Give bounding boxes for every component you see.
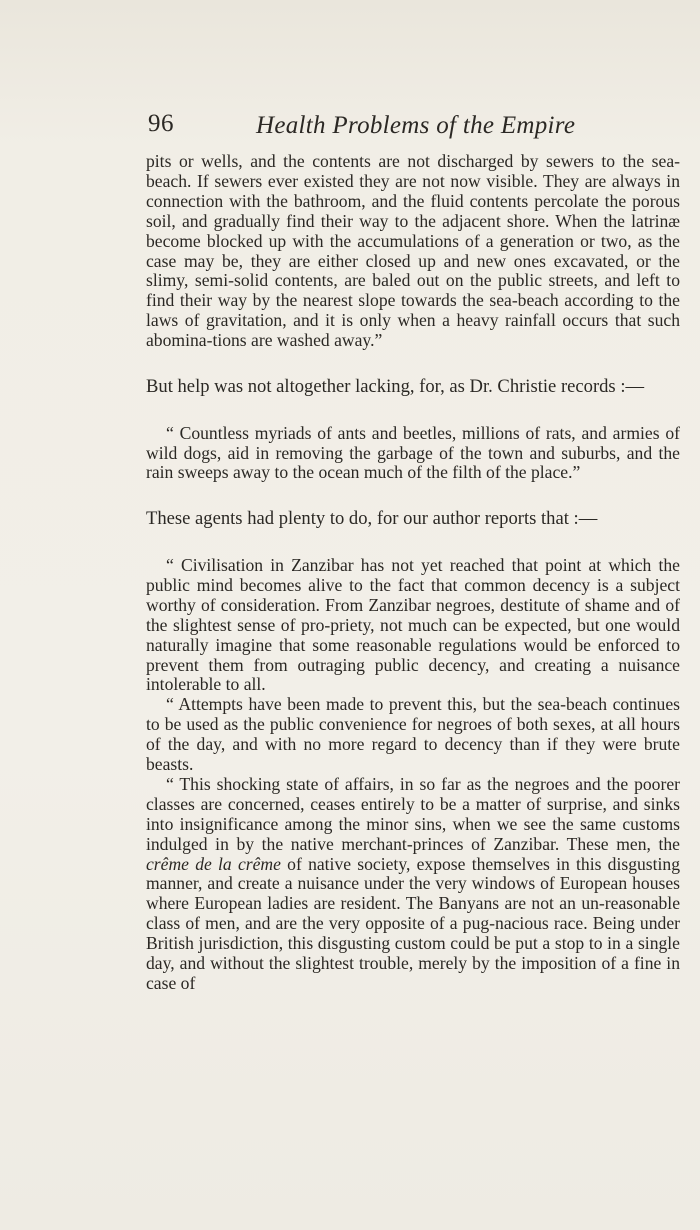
paragraph-quote: “ Attempts have been made to prevent this, but the sea-beach continues to be used as the public convenience for negroes of both sexes, at all hours of the day, and with no more regard to decency than if they were brute beasts. bbox=[146, 694, 680, 775]
paragraph-quote bbox=[146, 775, 680, 994]
paragraph-narrative: These agents had plenty to do, for our author reports that :— bbox=[146, 508, 598, 530]
paragraph-quote: “ Countless myriads of ants and beetles, millions of rats, and armies of wild dogs, aid in removing the garbage of the town and suburbs, and the rain sweeps away to the ocean much of the filth of the place.” bbox=[146, 422, 680, 483]
paragraph-narrative: But help was not altogether lacking, for, as Dr. Christie records :— bbox=[146, 376, 645, 398]
body-text bbox=[146, 152, 680, 994]
paragraph-gap bbox=[146, 483, 680, 509]
paragraph-gap bbox=[146, 351, 680, 377]
paragraph-gap bbox=[146, 530, 680, 556]
italic-phrase: crême de la crême bbox=[146, 853, 281, 874]
page-header bbox=[148, 108, 588, 148]
paragraph-gap bbox=[146, 398, 680, 424]
quote-text: of native society, expose themselves in this disgusting manner, and create a nuisance under the very windows of European houses where European ladies are resident. The Banyans are not an un-reasonable class of men, and are the very opposite of a pug-nacious race. Being under British jurisdiction, this disgusting custom could be put a stop to in a single day, and without the slightest trouble, merely by the imposition of a fine in case of bbox=[146, 853, 680, 993]
paragraph-quote: “ Civilisation in Zanzibar has not yet reached that point at which the public mind becomes alive to the fact that common decency is a subject worthy of consideration. From Zanzibar negroes, destitute of shame and of the slightest sense of pro-priety, not much can be expected, but one would naturally imagine that some reasonable regulations would be enforced to prevent them from outraging public decency, and creating a nuisance intolerable to all. bbox=[146, 554, 680, 695]
quote-text: “ This shocking state of affairs, in so far as the negroes and the poorer classes are concerned, ceases entirely to be a matter of surprise, and sinks into insignificance among the minor sins, when we see the same customs indulged in by the native merchant-princes of Zanzibar. These men, the bbox=[146, 773, 680, 854]
paragraph-continuation: pits or wells, and the contents are not discharged by sewers to the sea-beach. If sewers ever existed they are not now visible. They are always in connection with the bathroom, and the fluid contents percolate the porous soil, and gradually find their way to the adjacent shore. When the latrinæ become blocked up with the accumulations of a generation or two, as the case may be, they are either closed up and new ones excavated, or the slimy, semi-solid contents, are baled out on the public streets, and left to find their way by the nearest slope towards the sea-beach according to the laws of gravitation, and it is only when a heavy rainfall occurs that such abomina-tions are washed away.” bbox=[146, 151, 680, 351]
page-number: 96 bbox=[148, 110, 174, 137]
running-title: Health Problems of the Empire bbox=[256, 112, 576, 139]
